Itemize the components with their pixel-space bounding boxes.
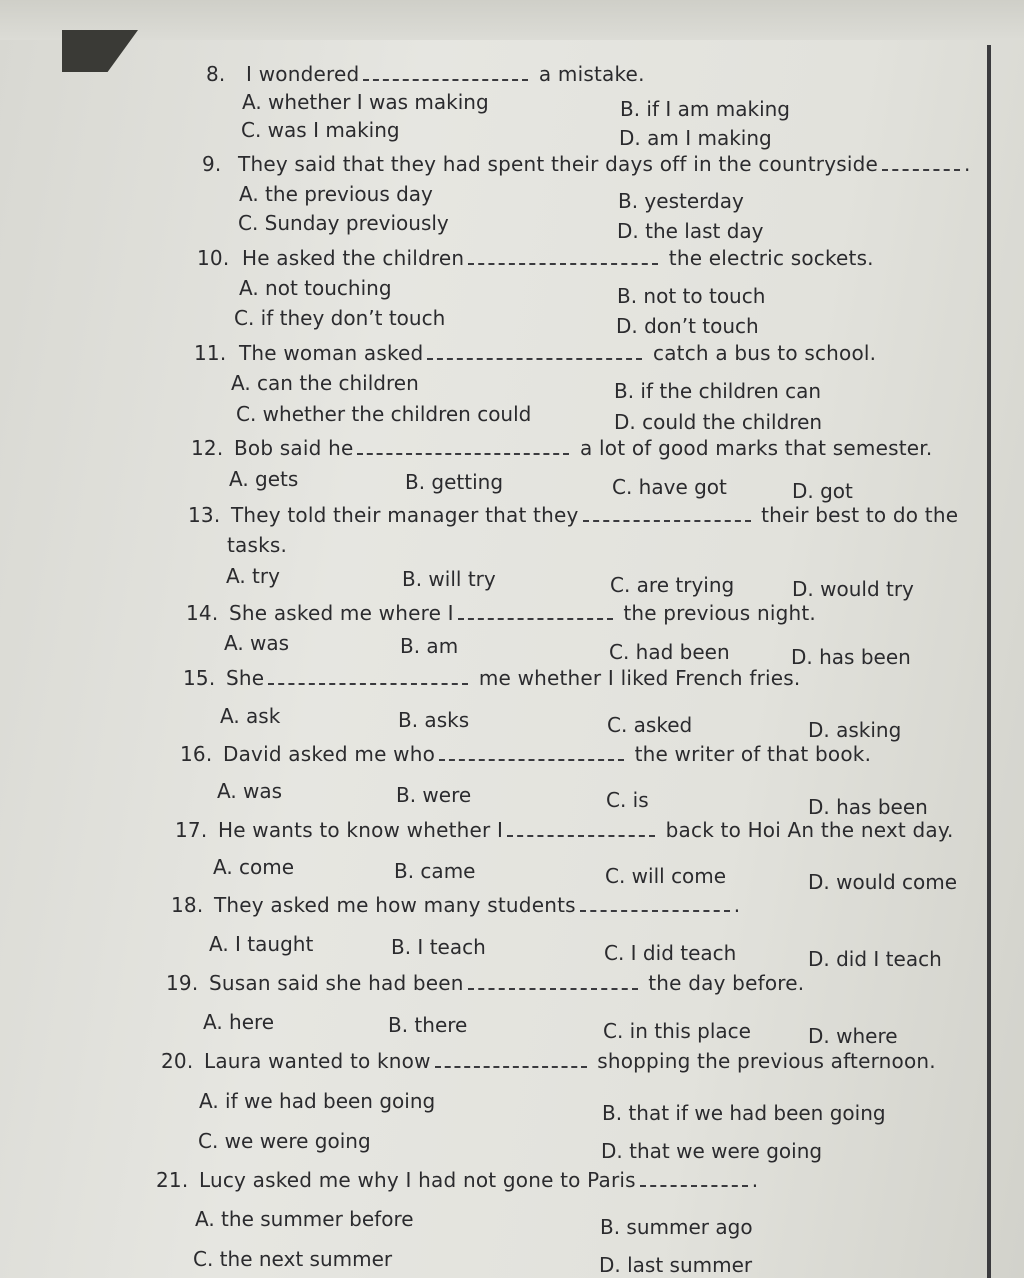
question-21 — [156, 1168, 758, 1192]
option-b[interactable]: B. am — [400, 634, 459, 658]
option-b[interactable]: B. that if we had been going — [602, 1101, 886, 1125]
option-b[interactable]: B. getting — [405, 470, 504, 494]
option-a[interactable]: A. if we had been going — [199, 1089, 436, 1113]
answer-blank[interactable] — [439, 745, 624, 761]
option-c[interactable]: C. was I making — [241, 118, 400, 142]
question-stem: She asked me where I — [228, 601, 454, 625]
question-number: 20. — [161, 1049, 194, 1073]
option-c[interactable]: C. if they don’t touch — [234, 306, 446, 330]
question-tail: . — [964, 152, 971, 176]
question-stem: They told their manager that they — [230, 503, 579, 527]
question-number: 18. — [171, 893, 204, 917]
question-number: 8. — [206, 62, 226, 86]
question-13-continuation: tasks. — [227, 533, 288, 557]
question-18 — [171, 893, 740, 917]
option-c[interactable]: C. we were going — [198, 1129, 371, 1153]
option-c[interactable]: C. Sunday previously — [238, 211, 449, 235]
question-number: 16. — [180, 742, 213, 766]
option-a[interactable]: A. ask — [220, 704, 281, 728]
question-tail: a lot of good marks that semester. — [580, 436, 933, 460]
option-d[interactable]: D. has been — [791, 645, 911, 669]
question-tail: shopping the previous afternoon. — [597, 1049, 936, 1073]
answer-blank[interactable] — [435, 1052, 587, 1068]
option-d[interactable]: D. where — [808, 1024, 898, 1048]
option-c[interactable]: C. have got — [612, 475, 727, 499]
answer-blank[interactable] — [363, 65, 528, 81]
question-stem: Susan said she had been — [208, 971, 464, 995]
option-d[interactable]: D. has been — [808, 795, 928, 819]
option-b[interactable]: B. not to touch — [617, 284, 766, 308]
question-stem: Bob said he — [233, 436, 354, 460]
question-stem: David asked me who — [222, 742, 436, 766]
question-stem: He wants to know whether I — [217, 818, 504, 842]
question-tail: back to Hoi An the next day. — [665, 818, 954, 842]
option-b[interactable]: B. will try — [402, 567, 496, 591]
question-number: 14. — [186, 601, 219, 625]
option-b[interactable]: B. came — [394, 859, 476, 883]
question-stem: He asked the children — [241, 246, 465, 270]
answer-blank[interactable] — [507, 821, 655, 837]
question-13 — [188, 503, 958, 527]
option-a[interactable]: A. I taught — [209, 932, 314, 956]
question-stem: I wondered — [246, 62, 360, 86]
question-stem: They said that they had spent their days off in the countryside — [238, 152, 879, 176]
option-b[interactable]: B. asks — [398, 708, 470, 732]
question-tail: the writer of that book. — [634, 742, 872, 766]
option-c[interactable]: C. is — [606, 788, 649, 812]
option-b[interactable]: B. there — [388, 1013, 468, 1037]
option-c[interactable]: C. I did teach — [604, 941, 737, 965]
question-number: 13. — [188, 503, 221, 527]
question-stem: She — [225, 666, 265, 690]
question-tail: the previous night. — [623, 601, 816, 625]
option-d[interactable]: D. did I teach — [808, 947, 942, 971]
option-c[interactable]: C. had been — [609, 640, 730, 664]
question-tail: the day before. — [648, 971, 805, 995]
question-11 — [194, 341, 876, 365]
question-number: 10. — [197, 246, 230, 270]
option-a[interactable]: A. the summer before — [195, 1207, 414, 1231]
question-tail: catch a bus to school. — [653, 341, 877, 365]
question-tail: . — [733, 893, 741, 917]
question-16 — [180, 742, 871, 766]
question-number: 21. — [156, 1168, 189, 1192]
option-a[interactable]: A. was — [224, 631, 290, 655]
answer-blank[interactable] — [580, 896, 730, 912]
option-d[interactable]: D. got — [792, 479, 853, 503]
question-stem: Laura wanted to know — [203, 1049, 431, 1073]
option-d[interactable]: D. asking — [808, 718, 902, 742]
option-a[interactable]: A. was — [217, 779, 283, 803]
option-b[interactable]: B. summer ago — [600, 1215, 753, 1239]
answer-blank[interactable] — [357, 439, 569, 455]
option-b[interactable]: B. yesterday — [618, 189, 744, 213]
option-a[interactable]: A. the previous day — [239, 182, 433, 206]
option-c[interactable]: C. the next summer — [193, 1247, 393, 1271]
question-number: 15. — [183, 666, 216, 690]
question-12 — [191, 436, 932, 460]
option-c[interactable]: C. asked — [607, 713, 693, 737]
question-stem: They asked me how many students — [213, 893, 576, 917]
option-a[interactable]: A. can the children — [231, 371, 419, 395]
question-15 — [183, 666, 800, 690]
question-stem: Lucy asked me why I had not gone to Paris — [198, 1168, 636, 1192]
option-c[interactable]: C. whether the children could — [236, 402, 532, 426]
option-b[interactable]: B. I teach — [391, 935, 486, 959]
question-number: 19. — [166, 971, 199, 995]
option-d[interactable]: D. the last day — [617, 219, 764, 243]
question-tail: a mistake. — [538, 62, 645, 86]
option-b[interactable]: B. were — [396, 783, 472, 807]
option-c[interactable]: C. will come — [605, 864, 727, 888]
option-a[interactable]: A. try — [226, 564, 280, 588]
option-d[interactable]: D. don’t touch — [616, 314, 759, 338]
option-a[interactable]: A. here — [203, 1010, 275, 1034]
option-d[interactable]: D. am I making — [619, 126, 772, 150]
answer-blank[interactable] — [640, 1171, 748, 1187]
option-d[interactable]: D. could the children — [614, 410, 823, 434]
option-a[interactable]: A. not touching — [239, 276, 392, 300]
question-14 — [186, 601, 816, 625]
question-tail: . — [751, 1168, 759, 1192]
answer-blank[interactable] — [468, 249, 658, 265]
question-tail: me whether I liked French fries. — [478, 666, 801, 690]
option-c[interactable]: C. are trying — [610, 573, 735, 597]
question-17 — [175, 818, 954, 842]
question-19 — [166, 971, 804, 995]
answer-blank[interactable] — [882, 155, 960, 171]
answer-blank[interactable] — [427, 344, 642, 360]
question-number: 17. — [175, 818, 208, 842]
option-d[interactable]: D. that we were going — [601, 1139, 823, 1163]
answer-blank[interactable] — [268, 669, 468, 685]
option-b[interactable]: B. if I am making — [620, 97, 790, 121]
question-tail: the electric sockets. — [668, 246, 874, 270]
question-8 — [206, 62, 645, 86]
answer-blank[interactable] — [458, 604, 613, 620]
option-a[interactable]: A. whether I was making — [242, 90, 489, 114]
question-tail: their best to do the — [761, 503, 959, 527]
answer-blank[interactable] — [468, 974, 638, 990]
question-9 — [202, 152, 971, 176]
option-a[interactable]: A. gets — [229, 467, 299, 491]
question-20 — [161, 1049, 936, 1073]
option-d[interactable]: D. would come — [808, 870, 958, 894]
option-c[interactable]: C. in this place — [603, 1019, 751, 1043]
question-number: 12. — [191, 436, 224, 460]
answer-blank[interactable] — [583, 506, 751, 522]
question-stem: The woman asked — [238, 341, 424, 365]
option-d[interactable]: D. would try — [792, 577, 914, 601]
question-number: 9. — [202, 152, 222, 176]
question-10 — [197, 246, 874, 270]
question-number: 11. — [194, 341, 227, 365]
option-a[interactable]: A. come — [213, 855, 295, 879]
option-b[interactable]: B. if the children can — [614, 379, 822, 403]
option-d[interactable]: D. last summer — [599, 1253, 753, 1277]
